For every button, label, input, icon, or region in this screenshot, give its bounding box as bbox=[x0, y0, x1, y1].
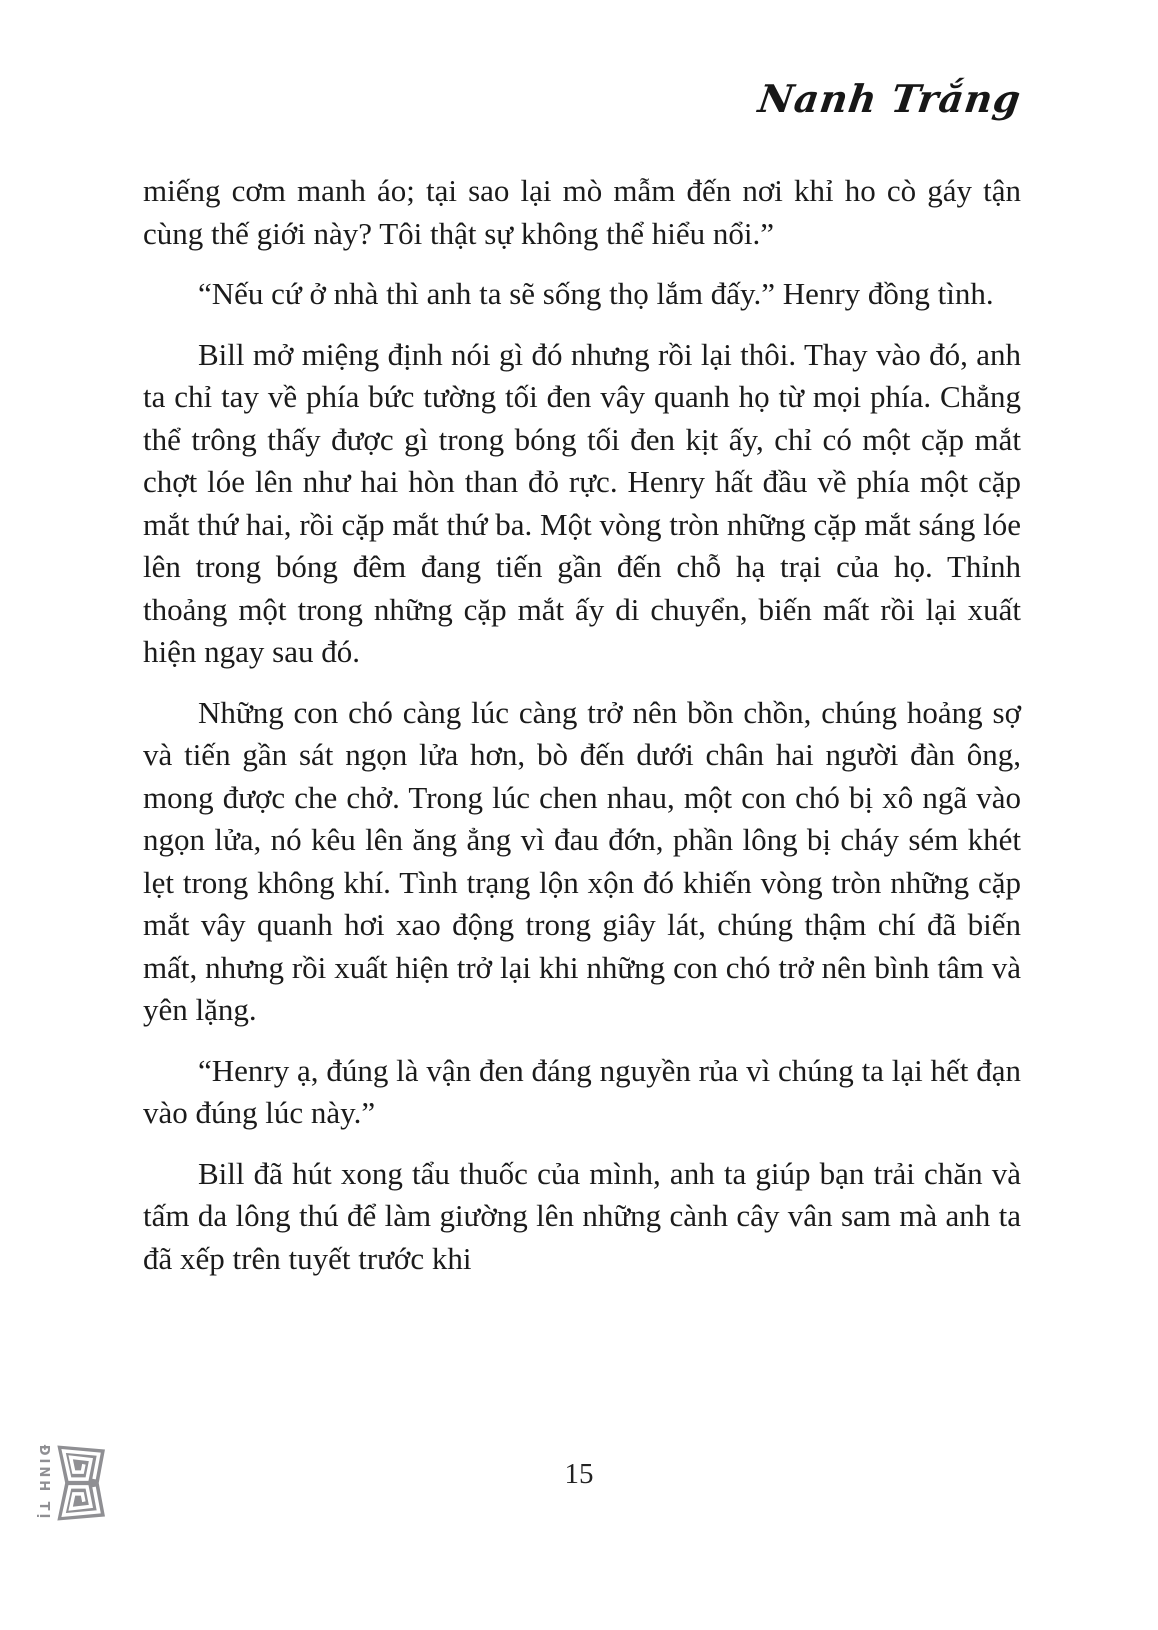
paragraph: Những con chó càng lúc càng trở nên bồn chồn, chúng hoảng sợ và tiến gần sát ngọn lửa hơn, bò đến dưới chân hai người đàn ông, mong được che chở. Trong lúc chen nhau, một con chó bị xô ngã vào ngọn lửa, nó kêu lên ăng ẳng vì đau đớn, phần lông bị cháy sém khét lẹt trong không khí. Tình trạng lộn xộn đó khiến vòng tròn những cặp mắt vây quanh hơi xao động trong giây lát, chúng thậm chí đã biến mất, nhưng rồi xuất hiện trở lại khi những con chó trở nên bình tâm và yên lặng. bbox=[143, 694, 1021, 1027]
paragraph: Bill đã hút xong tẩu thuốc của mình, anh ta giúp bạn trải chăn và tấm da lông thú để làm giường lên những cành cây vân sam mà anh ta đã xếp trên tuyết trước khi bbox=[143, 1155, 1021, 1276]
paragraph: miếng cơm manh áo; tại sao lại mò mẫm đến nơi khỉ ho cò gáy tận cùng thế giới này? Tôi thật sự không thể hiểu nổi.” bbox=[143, 173, 1021, 251]
running-head-title: Nanh Trắng bbox=[755, 76, 1025, 121]
paragraph: Bill mở miệng định nói gì đó nhưng rồi lại thôi. Thay vào đó, anh ta chỉ tay về phía bức tường tối đen vây quanh họ từ mọi phía. Chẳng thể trông thấy được gì trong bóng tối đen kịt ấy, chỉ có một cặp mắt chợt lóe lên như hai hòn than đỏ rực. Henry hất đầu về phía một cặp mắt thứ hai, rồi cặp mắt thứ ba. Một vòng tròn những cặp mắt sáng lóe lên trong bóng đêm đang tiến gần đến chỗ hạ trại của họ. Thỉnh thoảng một trong những cặp mắt ấy di chuyển, biến mất rồi lại xuất hiện ngay sau đó. bbox=[143, 336, 1021, 669]
paragraph: “Henry ạ, đúng là vận đen đáng nguyền rủa vì chúng ta lại hết đạn vào đúng lúc này.” bbox=[143, 1052, 1021, 1130]
body-text bbox=[143, 170, 1021, 1298]
paragraph: “Nếu cứ ở nhà thì anh ta sẽ sống thọ lắm đấy.” Henry đồng tình. bbox=[198, 276, 994, 311]
open-book-logo-icon bbox=[54, 1444, 106, 1522]
publisher-logo bbox=[30, 1440, 112, 1526]
publisher-name: ĐINH TỊ bbox=[36, 1444, 51, 1522]
page-number: 15 bbox=[564, 1458, 594, 1490]
publisher-logo-rotated-block bbox=[36, 1440, 106, 1526]
